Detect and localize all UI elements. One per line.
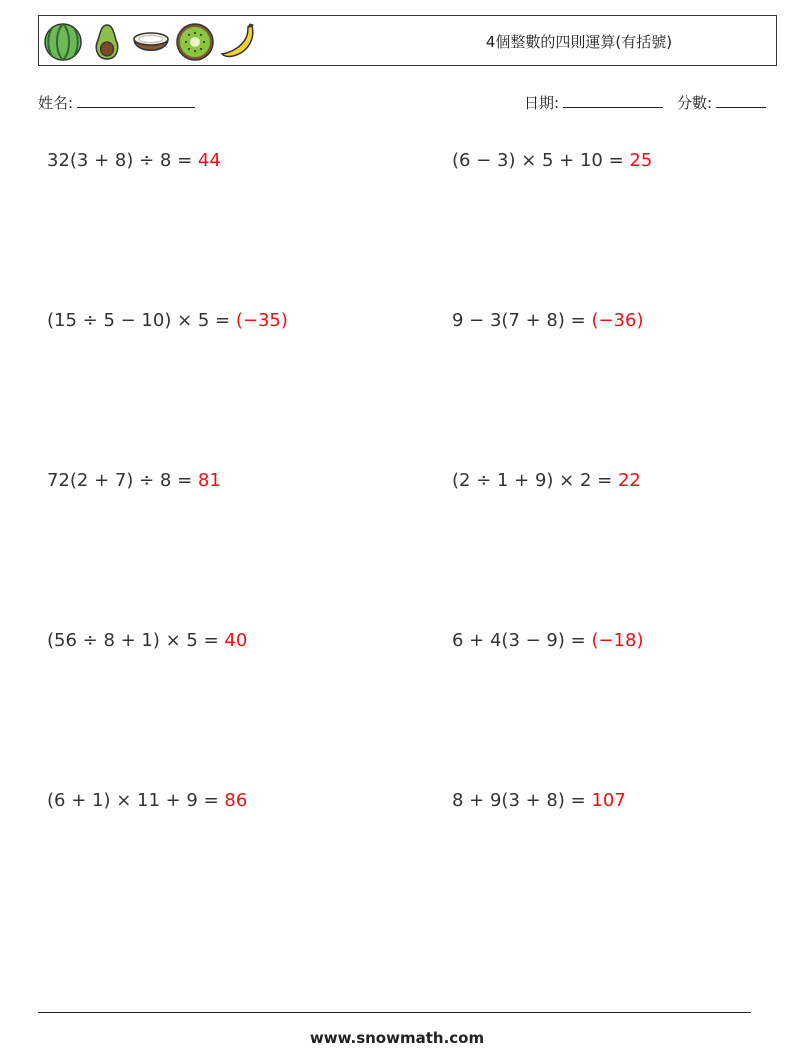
score-blank[interactable] [716,92,766,108]
problem-answer: 107 [591,790,626,811]
problem-7 [47,630,247,651]
score-field [677,92,766,113]
problem-expression: 32(3 + 8) ÷ 8 = [47,150,198,171]
worksheet-header [38,15,777,66]
name-label: 姓名: [38,94,74,112]
problem-answer: 22 [617,470,641,491]
problem-1 [47,150,221,171]
banana-icon [219,22,259,62]
date-field [524,92,663,113]
problem-answer: 86 [224,790,248,811]
problem-expression: 8 + 9(3 + 8) = [452,790,592,811]
problem-answer: 44 [197,150,221,171]
date-label: 日期: [524,94,560,112]
watermelon-icon [43,22,83,62]
problem-expression: 6 + 4(3 − 9) = [452,630,592,651]
fruit-icons [43,20,259,64]
footer-divider [38,1012,751,1013]
problem-expression: 9 − 3(7 + 8) = [452,310,592,331]
problem-6 [452,470,641,491]
score-label: 分數: [677,94,713,112]
footer-site-link[interactable]: www.snowmath.com [309,1029,485,1047]
worksheet-title: 4個整數的四則運算(有括號) [485,33,673,51]
date-blank[interactable] [563,92,663,108]
problem-expression: (2 ÷ 1 + 9) × 2 = [452,470,618,491]
name-field [38,92,195,113]
problem-answer: (−18) [591,630,644,651]
problem-expression: 72(2 + 7) ÷ 8 = [47,470,198,491]
problem-3 [47,310,288,331]
problem-8 [452,630,643,651]
problem-expression: (15 ÷ 5 − 10) × 5 = [47,310,236,331]
kiwi-icon [175,22,215,62]
problem-expression: (56 ÷ 8 + 1) × 5 = [47,630,225,651]
problem-answer: 81 [197,470,221,491]
name-blank[interactable] [77,92,195,108]
problem-4 [452,310,643,331]
problem-2 [452,150,652,171]
coconut-icon [131,22,171,62]
avocado-icon [87,22,127,62]
problem-expression: (6 − 3) × 5 + 10 = [452,150,630,171]
problem-answer: 40 [224,630,248,651]
problem-10 [452,790,626,811]
problem-expression: (6 + 1) × 11 + 9 = [47,790,225,811]
problem-5 [47,470,221,491]
problem-answer: (−36) [591,310,644,331]
problem-9 [47,790,247,811]
problem-answer: 25 [629,150,653,171]
problem-answer: (−35) [235,310,288,331]
